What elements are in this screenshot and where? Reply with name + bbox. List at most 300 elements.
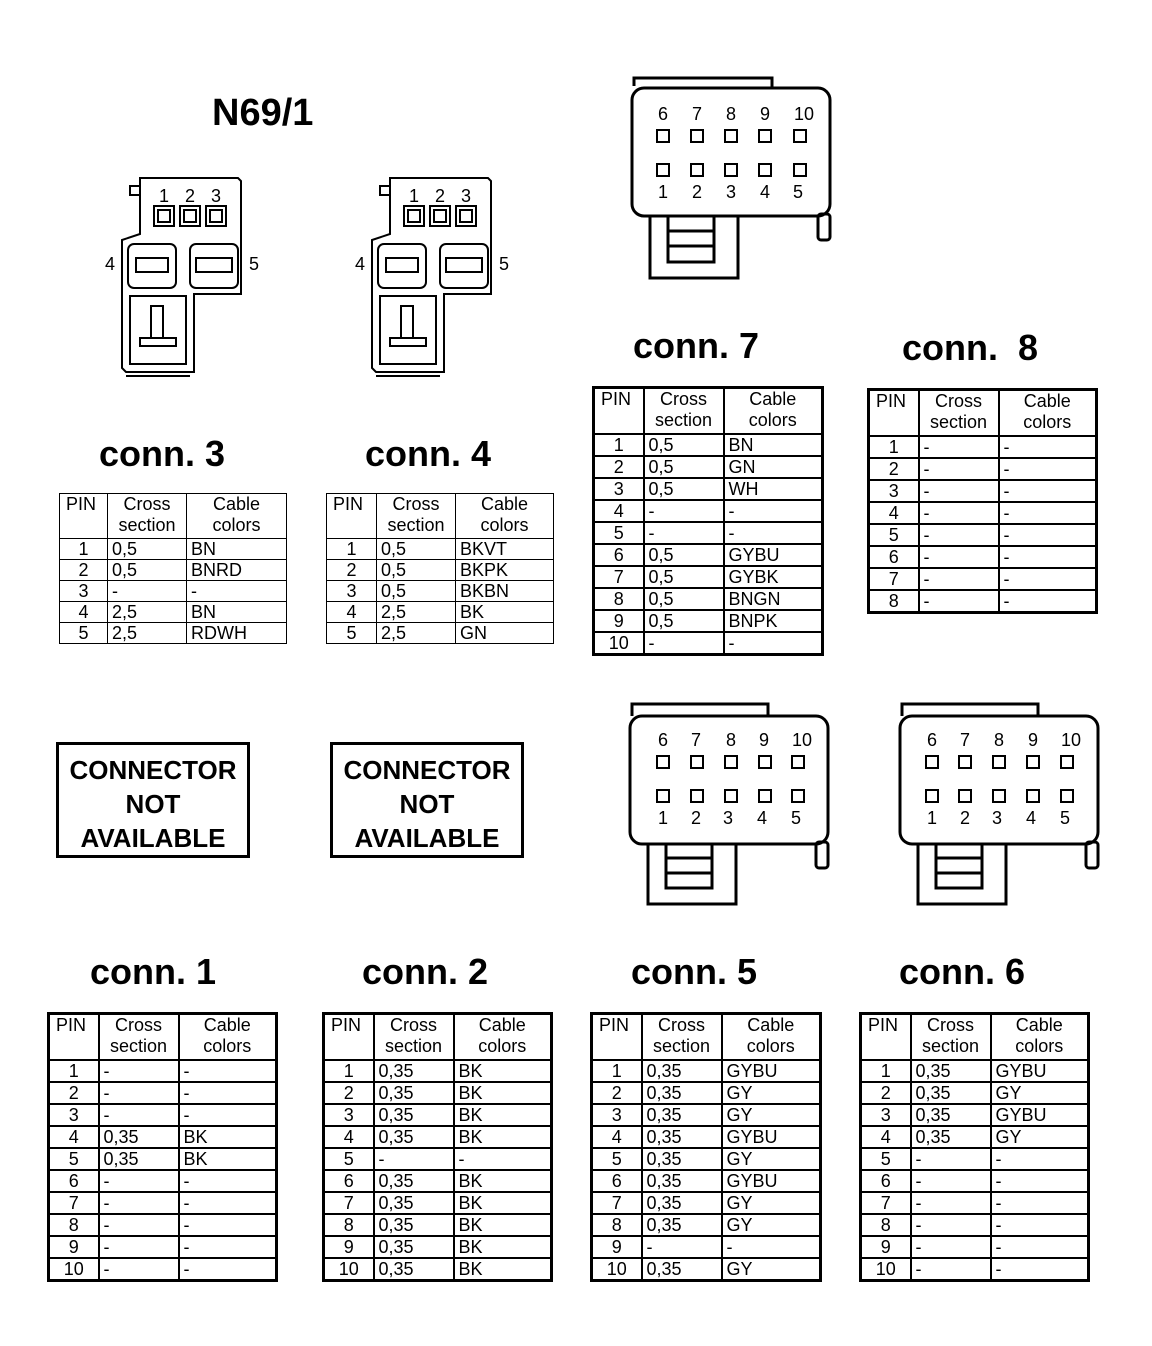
pin-label-5: 5 [498, 254, 510, 274]
cross-section-cell: - [644, 500, 724, 522]
cross-section-cell: 0,35 [642, 1126, 722, 1148]
cable-color-cell: BK [454, 1258, 552, 1281]
cable-color-cell: - [999, 502, 1097, 524]
table-row [592, 1258, 821, 1281]
cross-section-cell: 0,5 [644, 544, 724, 566]
table-row [594, 632, 823, 655]
pin-label-4: 4 [104, 254, 116, 274]
table-row [861, 1126, 1089, 1148]
header-cross: Cross section [374, 1014, 454, 1061]
pin-cell: 6 [869, 546, 919, 568]
pin-cell: 1 [861, 1060, 911, 1082]
cable-color-cell: - [724, 632, 823, 655]
table-row [327, 623, 554, 644]
cable-color-cell: WH [724, 478, 823, 500]
pin-cell: 4 [861, 1126, 911, 1148]
header-pin: PIN [60, 494, 108, 539]
cable-color-cell: BNRD [187, 560, 287, 581]
cable-color-cell: - [999, 480, 1097, 502]
cross-section-cell: 0,5 [644, 610, 724, 632]
cross-section-cell: - [99, 1258, 179, 1281]
pin-cell: 8 [869, 590, 919, 613]
cable-color-cell: BK [454, 1192, 552, 1214]
cable-color-cell: GY [722, 1082, 821, 1104]
cable-color-cell: BK [454, 1236, 552, 1258]
pin-cell: 7 [324, 1192, 374, 1214]
header-pin: PIN [861, 1014, 911, 1061]
cable-color-cell: - [179, 1236, 277, 1258]
table-header-row [594, 388, 823, 435]
conn-5-table [590, 1012, 822, 1282]
pin-cell: 3 [594, 478, 644, 500]
conn-5-title: conn. 5 [631, 951, 758, 992]
cable-color-cell: GY [991, 1126, 1089, 1148]
conn-6-table [859, 1012, 1090, 1282]
header-pin: PIN [592, 1014, 642, 1061]
na-line-3: AVAILABLE [80, 823, 226, 853]
pin-label-4: 4 [759, 182, 771, 202]
cross-section-cell: - [644, 522, 724, 544]
table-row [49, 1214, 277, 1236]
table-row [594, 588, 823, 610]
cross-section-cell: 0,35 [911, 1082, 991, 1104]
pin-cell: 3 [49, 1104, 99, 1126]
header-cable: Cable colors [722, 1014, 821, 1061]
conn-2-title: conn. 2 [362, 951, 489, 992]
cable-color-cell: GYBU [991, 1060, 1089, 1082]
pin-label-5: 5 [248, 254, 260, 274]
header-cross: Cross section [99, 1014, 179, 1061]
pin-label-7: 7 [690, 730, 702, 750]
pin-cell: 2 [594, 456, 644, 478]
table-row [869, 568, 1097, 590]
table-row [592, 1082, 821, 1104]
cable-color-cell: BK [179, 1126, 277, 1148]
pin-cell: 5 [861, 1148, 911, 1170]
conn-6-title: conn. 6 [899, 951, 1026, 992]
pin-cell: 3 [861, 1104, 911, 1126]
cross-section-cell: - [911, 1236, 991, 1258]
pin-label-3: 3 [210, 186, 222, 206]
pin-cell: 6 [592, 1170, 642, 1192]
pin-cell: 10 [594, 632, 644, 655]
cross-section-cell: 0,35 [374, 1170, 454, 1192]
cable-color-cell: GYBU [722, 1060, 821, 1082]
header-pin: PIN [869, 390, 919, 437]
pin-cell: 1 [327, 539, 377, 560]
pin-label-5: 5 [790, 808, 802, 828]
table-row [60, 623, 287, 644]
cable-color-cell: - [722, 1236, 821, 1258]
table-row [592, 1126, 821, 1148]
table-header-row [60, 494, 287, 539]
cable-color-cell: - [999, 590, 1097, 613]
cross-section-cell: 0,35 [642, 1214, 722, 1236]
cross-section-cell: 0,5 [644, 456, 724, 478]
table-row [592, 1060, 821, 1082]
table-row [60, 602, 287, 623]
cross-section-cell: 0,35 [642, 1104, 722, 1126]
pin-label-1: 1 [926, 808, 938, 828]
cable-color-cell: BNGN [724, 588, 823, 610]
connector-not-available-2 [330, 742, 524, 858]
cable-color-cell: GYBU [722, 1170, 821, 1192]
cross-section-cell: - [919, 524, 999, 546]
cross-section-cell: 0,5 [377, 581, 456, 602]
cable-color-cell: BK [179, 1148, 277, 1170]
cable-color-cell: BK [454, 1104, 552, 1126]
cross-section-cell: 0,35 [642, 1082, 722, 1104]
pin-label-9: 9 [1027, 730, 1039, 750]
table-header-row [861, 1014, 1089, 1061]
table-row [324, 1214, 552, 1236]
cross-section-cell: - [919, 436, 999, 458]
table-row [594, 500, 823, 522]
cable-color-cell: BKPK [456, 560, 554, 581]
pin-cell: 4 [592, 1126, 642, 1148]
cable-color-cell: BK [454, 1214, 552, 1236]
pin-label-2: 2 [184, 186, 196, 206]
cable-color-cell: - [991, 1148, 1089, 1170]
table-row [861, 1148, 1089, 1170]
pin-cell: 2 [327, 560, 377, 581]
header-cable: Cable colors [991, 1014, 1089, 1061]
header-cable: Cable colors [456, 494, 554, 539]
pin-cell: 7 [594, 566, 644, 588]
pin-label-2: 2 [690, 808, 702, 828]
table-row [594, 566, 823, 588]
pin-cell: 1 [60, 539, 108, 560]
cable-color-cell: - [999, 568, 1097, 590]
cross-section-cell: 0,35 [374, 1104, 454, 1126]
table-row [861, 1214, 1089, 1236]
table-row [594, 544, 823, 566]
table-row [49, 1148, 277, 1170]
cross-section-cell: 0,35 [374, 1236, 454, 1258]
cross-section-cell: - [99, 1082, 179, 1104]
header-cable: Cable colors [454, 1014, 552, 1061]
cross-section-cell: 0,35 [374, 1082, 454, 1104]
pin-label-4: 4 [354, 254, 366, 274]
cable-color-cell: BN [724, 434, 823, 456]
cable-color-cell: - [999, 524, 1097, 546]
pin-label-6: 6 [657, 104, 669, 124]
pin-cell: 9 [592, 1236, 642, 1258]
na-line-3: AVAILABLE [354, 823, 500, 853]
cable-color-cell: BK [454, 1126, 552, 1148]
cross-section-cell: - [644, 632, 724, 655]
cable-color-cell: - [999, 546, 1097, 568]
pin-cell: 5 [49, 1148, 99, 1170]
header-cable: Cable colors [724, 388, 823, 435]
pin-cell: 5 [592, 1148, 642, 1170]
cable-color-cell: GYBU [991, 1104, 1089, 1126]
pin-cell: 5 [324, 1148, 374, 1170]
table-row [60, 581, 287, 602]
cross-section-cell: 0,35 [374, 1258, 454, 1281]
conn-7-table [592, 386, 824, 656]
table-row [592, 1148, 821, 1170]
table-row [60, 539, 287, 560]
cable-color-cell: BK [456, 602, 554, 623]
pin-cell: 6 [861, 1170, 911, 1192]
pin-cell: 6 [324, 1170, 374, 1192]
cable-color-cell: GYBK [724, 566, 823, 588]
cable-color-cell: - [179, 1060, 277, 1082]
header-cross: Cross section [108, 494, 187, 539]
header-cross: Cross section [911, 1014, 991, 1061]
table-row [324, 1104, 552, 1126]
pin-label-8: 8 [725, 104, 737, 124]
na-line-2: NOT [125, 789, 181, 819]
pin-cell: 5 [594, 522, 644, 544]
table-row [869, 524, 1097, 546]
cross-section-cell: 2,5 [377, 602, 456, 623]
table-row [594, 610, 823, 632]
cable-color-cell: BK [454, 1170, 552, 1192]
table-row [60, 560, 287, 581]
cross-section-cell: 0,35 [374, 1060, 454, 1082]
table-row [49, 1126, 277, 1148]
pin-label-4: 4 [1025, 808, 1037, 828]
cross-section-cell: - [108, 581, 187, 602]
pin-label-10: 10 [793, 104, 815, 124]
header-pin: PIN [324, 1014, 374, 1061]
pin-cell: 10 [861, 1258, 911, 1281]
conn-8-title: conn. 8 [902, 327, 1039, 368]
pin-label-1: 1 [657, 182, 669, 202]
pin-cell: 8 [861, 1214, 911, 1236]
cross-section-cell: 0,35 [374, 1214, 454, 1236]
cable-color-cell: BNPK [724, 610, 823, 632]
pin-cell: 10 [49, 1258, 99, 1281]
device-label: N69/1 [212, 92, 314, 134]
header-cable: Cable colors [179, 1014, 277, 1061]
cable-color-cell: GY [722, 1214, 821, 1236]
table-row [861, 1236, 1089, 1258]
pin-cell: 9 [49, 1236, 99, 1258]
pin-cell: 2 [861, 1082, 911, 1104]
table-row [869, 480, 1097, 502]
cable-color-cell: - [999, 458, 1097, 480]
cross-section-cell: 0,5 [644, 478, 724, 500]
pin-label-9: 9 [759, 104, 771, 124]
pin-label-1: 1 [158, 186, 170, 206]
pin-cell: 3 [327, 581, 377, 602]
connector-drawing-4 [354, 176, 514, 386]
pin-label-10: 10 [791, 730, 813, 750]
table-header-row [49, 1014, 277, 1061]
header-cross: Cross section [377, 494, 456, 539]
cross-section-cell: - [919, 480, 999, 502]
cable-color-cell: GY [722, 1104, 821, 1126]
cross-section-cell: - [99, 1214, 179, 1236]
pin-label-3: 3 [460, 186, 472, 206]
cross-section-cell: - [99, 1170, 179, 1192]
cable-color-cell: BK [454, 1060, 552, 1082]
pin-cell: 5 [60, 623, 108, 644]
table-row [861, 1104, 1089, 1126]
cross-section-cell: 0,35 [642, 1258, 722, 1281]
table-row [324, 1258, 552, 1281]
pin-cell: 7 [861, 1192, 911, 1214]
cable-color-cell: RDWH [187, 623, 287, 644]
pin-cell: 4 [594, 500, 644, 522]
pin-cell: 8 [592, 1214, 642, 1236]
cross-section-cell: 0,35 [911, 1060, 991, 1082]
pin-cell: 2 [592, 1082, 642, 1104]
pin-cell: 1 [49, 1060, 99, 1082]
cable-color-cell: GN [724, 456, 823, 478]
cross-section-cell: - [99, 1236, 179, 1258]
cross-section-cell: - [911, 1258, 991, 1281]
pin-cell: 9 [861, 1236, 911, 1258]
table-row [327, 602, 554, 623]
pin-label-8: 8 [993, 730, 1005, 750]
cable-color-cell: - [179, 1214, 277, 1236]
pin-cell: 3 [324, 1104, 374, 1126]
pin-label-10: 10 [1060, 730, 1082, 750]
cable-color-cell: - [179, 1104, 277, 1126]
cross-section-cell: - [919, 458, 999, 480]
pin-cell: 5 [869, 524, 919, 546]
cable-color-cell: - [991, 1236, 1089, 1258]
cross-section-cell: 0,5 [644, 588, 724, 610]
pin-label-1: 1 [657, 808, 669, 828]
conn-3-table [59, 493, 287, 644]
pin-cell: 8 [594, 588, 644, 610]
pin-cell: 2 [869, 458, 919, 480]
cross-section-cell: - [911, 1170, 991, 1192]
pin-cell: 7 [869, 568, 919, 590]
cross-section-cell: 0,35 [374, 1126, 454, 1148]
table-row [324, 1192, 552, 1214]
table-row [324, 1148, 552, 1170]
cable-color-cell: - [179, 1258, 277, 1281]
cable-color-cell: - [991, 1258, 1089, 1281]
table-row [592, 1104, 821, 1126]
header-pin: PIN [594, 388, 644, 435]
cross-section-cell: - [99, 1104, 179, 1126]
connector-drawing-3 [104, 176, 264, 386]
cross-section-cell: - [919, 546, 999, 568]
table-row [49, 1082, 277, 1104]
cable-color-cell: BK [454, 1082, 552, 1104]
table-row [592, 1214, 821, 1236]
cable-color-cell: - [454, 1148, 552, 1170]
pin-label-3: 3 [722, 808, 734, 828]
na-line-1: CONNECTOR [69, 755, 237, 785]
header-cross: Cross section [919, 390, 999, 437]
cable-color-cell: - [991, 1214, 1089, 1236]
connector-drawing-7 [626, 76, 836, 286]
pin-cell: 3 [592, 1104, 642, 1126]
cross-section-cell: - [642, 1236, 722, 1258]
pin-label-1: 1 [408, 186, 420, 206]
cable-color-cell: - [187, 581, 287, 602]
table-row [324, 1082, 552, 1104]
cross-section-cell: - [911, 1214, 991, 1236]
cable-color-cell: BN [187, 602, 287, 623]
table-row [869, 502, 1097, 524]
conn-3-title: conn. 3 [99, 433, 226, 474]
table-row [869, 590, 1097, 613]
pin-cell: 4 [49, 1126, 99, 1148]
cable-color-cell: GN [456, 623, 554, 644]
pin-label-7: 7 [959, 730, 971, 750]
pin-label-6: 6 [657, 730, 669, 750]
conn-1-table [47, 1012, 278, 1282]
cable-color-cell: - [991, 1192, 1089, 1214]
table-row [861, 1170, 1089, 1192]
header-cross: Cross section [644, 388, 724, 435]
cable-color-cell: BN [187, 539, 287, 560]
cross-section-cell: 0,35 [642, 1060, 722, 1082]
table-row [49, 1104, 277, 1126]
cross-section-cell: 0,35 [374, 1192, 454, 1214]
table-header-row [327, 494, 554, 539]
table-row [324, 1126, 552, 1148]
pin-cell: 2 [49, 1082, 99, 1104]
cable-color-cell: - [179, 1170, 277, 1192]
cable-color-cell: GYBU [724, 544, 823, 566]
pin-cell: 1 [594, 434, 644, 456]
pin-cell: 1 [592, 1060, 642, 1082]
cable-color-cell: - [724, 522, 823, 544]
cable-color-cell: BKBN [456, 581, 554, 602]
cross-section-cell: 0,35 [99, 1126, 179, 1148]
na-line-2: NOT [399, 789, 455, 819]
cross-section-cell: 0,35 [642, 1170, 722, 1192]
pin-label-2: 2 [959, 808, 971, 828]
header-cable: Cable colors [999, 390, 1097, 437]
pin-label-4: 4 [756, 808, 768, 828]
cable-color-cell: BKVT [456, 539, 554, 560]
cross-section-cell: 2,5 [108, 623, 187, 644]
cross-section-cell: - [919, 502, 999, 524]
pin-cell: 10 [592, 1258, 642, 1281]
conn-4-title: conn. 4 [365, 433, 492, 474]
table-row [594, 434, 823, 456]
pin-label-2: 2 [434, 186, 446, 206]
pin-cell: 3 [869, 480, 919, 502]
pin-cell: 4 [60, 602, 108, 623]
pin-label-6: 6 [926, 730, 938, 750]
pin-label-8: 8 [725, 730, 737, 750]
pin-label-3: 3 [991, 808, 1003, 828]
cross-section-cell: 0,5 [644, 434, 724, 456]
cross-section-cell: 0,5 [108, 560, 187, 581]
cable-color-cell: - [179, 1082, 277, 1104]
pin-cell: 1 [869, 436, 919, 458]
cross-section-cell: 0,35 [911, 1104, 991, 1126]
conn-7-title: conn. 7 [633, 325, 760, 366]
cross-section-cell: 2,5 [108, 602, 187, 623]
pin-label-2: 2 [691, 182, 703, 202]
pin-cell: 4 [327, 602, 377, 623]
cross-section-cell: 0,5 [108, 539, 187, 560]
pin-cell: 6 [49, 1170, 99, 1192]
table-row [861, 1082, 1089, 1104]
pin-label-9: 9 [758, 730, 770, 750]
pin-label-3: 3 [725, 182, 737, 202]
table-row [324, 1170, 552, 1192]
pin-cell: 9 [324, 1236, 374, 1258]
cable-color-cell: - [724, 500, 823, 522]
pin-cell: 4 [324, 1126, 374, 1148]
table-row [861, 1258, 1089, 1281]
table-row [594, 522, 823, 544]
